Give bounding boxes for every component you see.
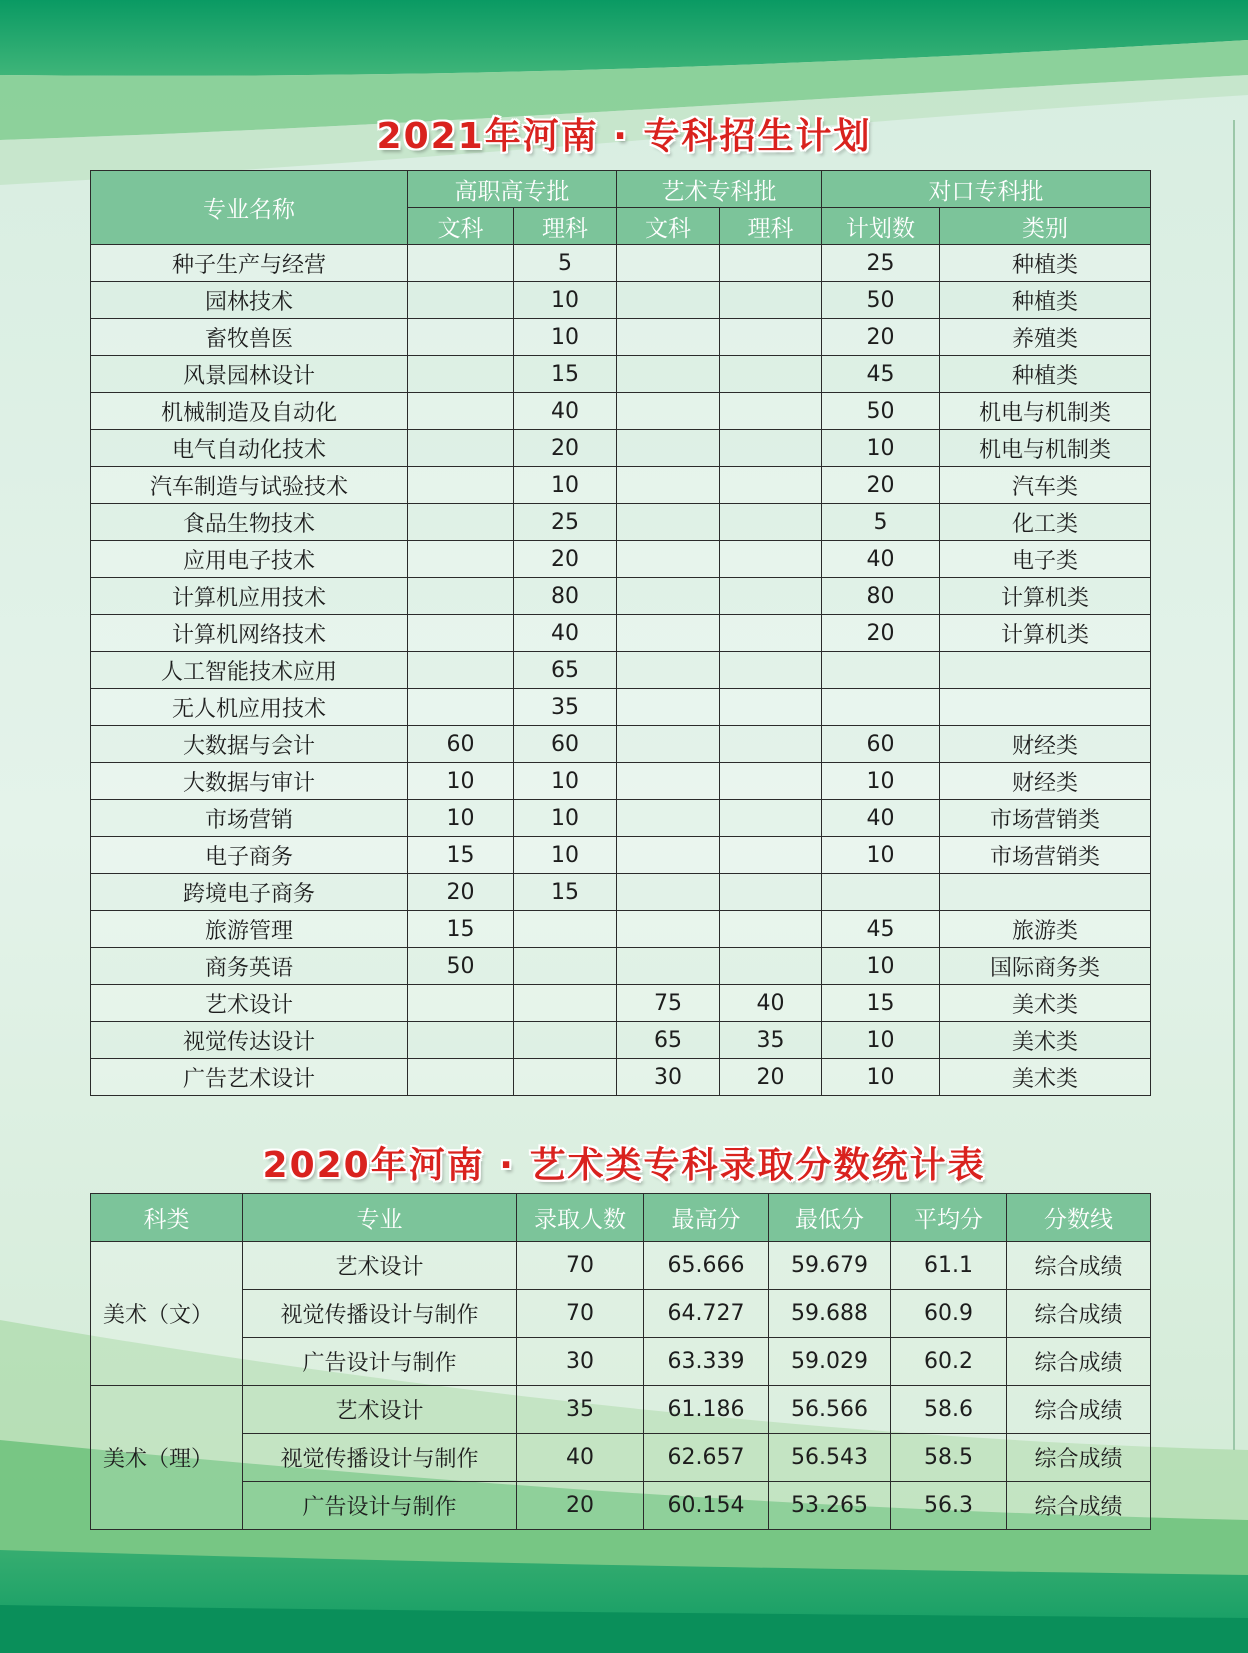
- art-li-cell: [720, 541, 822, 578]
- art-li-cell: [720, 356, 822, 393]
- table-row: [91, 282, 1151, 319]
- vocational-li-cell: 10: [514, 282, 617, 319]
- plan-count-cell: 10: [822, 430, 940, 467]
- vocational-wen-cell: 15: [408, 911, 514, 948]
- vocational-li-cell: 10: [514, 467, 617, 504]
- table-row: [91, 393, 1151, 430]
- table-row: [91, 1482, 1151, 1530]
- major-name-cell: 旅游管理: [91, 911, 408, 948]
- art-li-cell: [720, 652, 822, 689]
- plan-count-cell: 10: [822, 1059, 940, 1096]
- category-cell: [940, 874, 1151, 911]
- table-row: [91, 763, 1151, 800]
- table-row: [91, 504, 1151, 541]
- category-cell: 财经类: [940, 726, 1151, 763]
- score-line-cell: 综合成绩: [1007, 1242, 1151, 1290]
- vocational-li-cell: 35: [514, 689, 617, 726]
- table-row: [91, 430, 1151, 467]
- plan-count-cell: 45: [822, 356, 940, 393]
- plan-count-cell: 10: [822, 948, 940, 985]
- avg-score-cell: 60.2: [891, 1338, 1007, 1386]
- table-row: [91, 615, 1151, 652]
- table-row: [91, 1242, 1151, 1290]
- vocational-wen-cell: [408, 578, 514, 615]
- category-cell: 计算机类: [940, 578, 1151, 615]
- table-row: [91, 985, 1151, 1022]
- plan-count-cell: 5: [822, 504, 940, 541]
- header-vocational-wen: 文科: [408, 208, 514, 245]
- major-name-cell: 计算机网络技术: [91, 615, 408, 652]
- table-row: [91, 874, 1151, 911]
- min-score-cell: 53.265: [769, 1482, 891, 1530]
- art-li-cell: [720, 911, 822, 948]
- table-row: [91, 948, 1151, 985]
- art-li-cell: 35: [720, 1022, 822, 1059]
- category-cell: 美术类: [940, 985, 1151, 1022]
- category-cell: 美术类: [940, 1022, 1151, 1059]
- art-wen-cell: [617, 356, 720, 393]
- vocational-li-cell: 10: [514, 763, 617, 800]
- header-major-name: 专业名称: [91, 171, 408, 245]
- art-wen-cell: [617, 430, 720, 467]
- art-li-cell: [720, 393, 822, 430]
- enrollment-plan-table: [90, 170, 1151, 1096]
- vocational-li-cell: 10: [514, 800, 617, 837]
- category-cell: 种植类: [940, 245, 1151, 282]
- art-wen-cell: 65: [617, 1022, 720, 1059]
- table-row: [91, 1386, 1151, 1434]
- vocational-wen-cell: 15: [408, 837, 514, 874]
- vocational-li-cell: 10: [514, 837, 617, 874]
- max-score-cell: 64.727: [644, 1290, 769, 1338]
- art-wen-cell: 30: [617, 1059, 720, 1096]
- category-cell: 种植类: [940, 356, 1151, 393]
- plan-count-cell: 50: [822, 393, 940, 430]
- vocational-wen-cell: 60: [408, 726, 514, 763]
- admitted-count-cell: 70: [517, 1242, 644, 1290]
- major-cell: 广告设计与制作: [243, 1338, 517, 1386]
- max-score-cell: 60.154: [644, 1482, 769, 1530]
- art-wen-cell: [617, 874, 720, 911]
- vocational-li-cell: 40: [514, 393, 617, 430]
- major-name-cell: 机械制造及自动化: [91, 393, 408, 430]
- major-name-cell: 风景园林设计: [91, 356, 408, 393]
- score-line-cell: 综合成绩: [1007, 1290, 1151, 1338]
- max-score-cell: 65.666: [644, 1242, 769, 1290]
- major-name-cell: 广告艺术设计: [91, 1059, 408, 1096]
- plan-count-cell: [822, 874, 940, 911]
- right-edge-line: [1233, 120, 1235, 1450]
- avg-score-cell: 61.1: [891, 1242, 1007, 1290]
- art-wen-cell: [617, 504, 720, 541]
- vocational-li-cell: 15: [514, 356, 617, 393]
- table-row: [91, 1338, 1151, 1386]
- table-row: [91, 1434, 1151, 1482]
- major-name-cell: 汽车制造与试验技术: [91, 467, 408, 504]
- vocational-wen-cell: [408, 652, 514, 689]
- vocational-wen-cell: [408, 985, 514, 1022]
- major-name-cell: 食品生物技术: [91, 504, 408, 541]
- avg-score-cell: 60.9: [891, 1290, 1007, 1338]
- vocational-wen-cell: [408, 393, 514, 430]
- major-name-cell: 计算机应用技术: [91, 578, 408, 615]
- category-cell: 机电与机制类: [940, 430, 1151, 467]
- vocational-li-cell: 40: [514, 615, 617, 652]
- admitted-count-cell: 40: [517, 1434, 644, 1482]
- plan-count-cell: 50: [822, 282, 940, 319]
- min-score-cell: 59.688: [769, 1290, 891, 1338]
- avg-score-cell: 56.3: [891, 1482, 1007, 1530]
- vocational-li-cell: 25: [514, 504, 617, 541]
- header-art-batch: 艺术专科批: [617, 171, 822, 208]
- art-wen-cell: [617, 615, 720, 652]
- plan-count-cell: 40: [822, 541, 940, 578]
- major-name-cell: 园林技术: [91, 282, 408, 319]
- art-li-cell: [720, 245, 822, 282]
- min-score-cell: 59.679: [769, 1242, 891, 1290]
- plan-count-cell: 80: [822, 578, 940, 615]
- header-category: 类别: [940, 208, 1151, 245]
- header-min-score: 最低分: [769, 1194, 891, 1242]
- art-li-cell: [720, 763, 822, 800]
- score-title: 2020年河南 · 艺术类专科录取分数统计表: [262, 1145, 986, 1186]
- art-wen-cell: [617, 319, 720, 356]
- table-row: [91, 319, 1151, 356]
- category-cell: 市场营销类: [940, 800, 1151, 837]
- vocational-wen-cell: [408, 467, 514, 504]
- art-wen-cell: [617, 837, 720, 874]
- major-cell: 广告设计与制作: [243, 1482, 517, 1530]
- art-li-cell: [720, 948, 822, 985]
- header-plan-count: 计划数: [822, 208, 940, 245]
- art-li-cell: [720, 578, 822, 615]
- table-row: [91, 726, 1151, 763]
- vocational-wen-cell: [408, 1022, 514, 1059]
- plan-count-cell: 20: [822, 467, 940, 504]
- vocational-li-cell: 80: [514, 578, 617, 615]
- art-wen-cell: [617, 652, 720, 689]
- vocational-li-cell: 10: [514, 319, 617, 356]
- art-wen-cell: [617, 911, 720, 948]
- art-wen-cell: 75: [617, 985, 720, 1022]
- major-name-cell: 大数据与审计: [91, 763, 408, 800]
- vocational-wen-cell: [408, 504, 514, 541]
- plan-count-cell: 10: [822, 837, 940, 874]
- max-score-cell: 63.339: [644, 1338, 769, 1386]
- header-major: 专业: [243, 1194, 517, 1242]
- art-li-cell: 20: [720, 1059, 822, 1096]
- major-name-cell: 无人机应用技术: [91, 689, 408, 726]
- plan-count-cell: [822, 652, 940, 689]
- plan-count-cell: [822, 689, 940, 726]
- major-cell: 艺术设计: [243, 1242, 517, 1290]
- art-li-cell: [720, 615, 822, 652]
- avg-score-cell: 58.6: [891, 1386, 1007, 1434]
- vocational-wen-cell: 20: [408, 874, 514, 911]
- score-line-cell: 综合成绩: [1007, 1482, 1151, 1530]
- category-cell: 国际商务类: [940, 948, 1151, 985]
- vocational-wen-cell: [408, 1059, 514, 1096]
- max-score-cell: 62.657: [644, 1434, 769, 1482]
- art-wen-cell: [617, 763, 720, 800]
- art-li-cell: [720, 430, 822, 467]
- art-wen-cell: [617, 689, 720, 726]
- major-name-cell: 种子生产与经营: [91, 245, 408, 282]
- major-cell: 视觉传播设计与制作: [243, 1290, 517, 1338]
- category-cell: 市场营销类: [940, 837, 1151, 874]
- category-cell: 养殖类: [940, 319, 1151, 356]
- category-cell: [940, 652, 1151, 689]
- table-row: [91, 1059, 1151, 1096]
- major-cell: 艺术设计: [243, 1386, 517, 1434]
- vocational-li-cell: [514, 985, 617, 1022]
- admitted-count-cell: 35: [517, 1386, 644, 1434]
- admitted-count-cell: 20: [517, 1482, 644, 1530]
- avg-score-cell: 58.5: [891, 1434, 1007, 1482]
- vocational-li-cell: 5: [514, 245, 617, 282]
- art-li-cell: [720, 800, 822, 837]
- header-admitted-count: 录取人数: [517, 1194, 644, 1242]
- table-row: [91, 541, 1151, 578]
- category-cell: 美术类: [940, 1059, 1151, 1096]
- major-name-cell: 视觉传达设计: [91, 1022, 408, 1059]
- plan-count-cell: 45: [822, 911, 940, 948]
- art-wen-cell: [617, 726, 720, 763]
- major-name-cell: 艺术设计: [91, 985, 408, 1022]
- major-name-cell: 大数据与会计: [91, 726, 408, 763]
- vocational-li-cell: 15: [514, 874, 617, 911]
- table-row: [91, 689, 1151, 726]
- score-line-cell: 综合成绩: [1007, 1338, 1151, 1386]
- table-row: [91, 1022, 1151, 1059]
- art-li-cell: [720, 282, 822, 319]
- plan-count-cell: 10: [822, 763, 940, 800]
- admitted-count-cell: 70: [517, 1290, 644, 1338]
- subject-category-cell: 美术（文）: [91, 1242, 243, 1386]
- art-wen-cell: [617, 948, 720, 985]
- category-cell: [940, 689, 1151, 726]
- category-cell: 财经类: [940, 763, 1151, 800]
- art-li-cell: 40: [720, 985, 822, 1022]
- header-vocational-li: 理科: [514, 208, 617, 245]
- art-wen-cell: [617, 541, 720, 578]
- plan-count-cell: 25: [822, 245, 940, 282]
- category-cell: 电子类: [940, 541, 1151, 578]
- vocational-wen-cell: [408, 541, 514, 578]
- category-cell: 计算机类: [940, 615, 1151, 652]
- vocational-wen-cell: [408, 356, 514, 393]
- category-cell: 旅游类: [940, 911, 1151, 948]
- major-name-cell: 电气自动化技术: [91, 430, 408, 467]
- art-li-cell: [720, 319, 822, 356]
- header-art-li: 理科: [720, 208, 822, 245]
- art-wen-cell: [617, 800, 720, 837]
- vocational-li-cell: [514, 1059, 617, 1096]
- header-art-wen: 文科: [617, 208, 720, 245]
- category-cell: 种植类: [940, 282, 1151, 319]
- header-counterpart-batch: 对口专科批: [822, 171, 1151, 208]
- plan-count-cell: 20: [822, 319, 940, 356]
- vocational-li-cell: [514, 911, 617, 948]
- vocational-wen-cell: [408, 615, 514, 652]
- art-li-cell: [720, 467, 822, 504]
- table-row: [91, 837, 1151, 874]
- table-row: [91, 578, 1151, 615]
- vocational-wen-cell: [408, 430, 514, 467]
- art-wen-cell: [617, 245, 720, 282]
- table-row: [91, 800, 1151, 837]
- vocational-li-cell: [514, 948, 617, 985]
- vocational-li-cell: 20: [514, 541, 617, 578]
- art-wen-cell: [617, 467, 720, 504]
- table-row: [91, 356, 1151, 393]
- art-li-cell: [720, 837, 822, 874]
- max-score-cell: 61.186: [644, 1386, 769, 1434]
- category-cell: 机电与机制类: [940, 393, 1151, 430]
- art-wen-cell: [617, 578, 720, 615]
- vocational-li-cell: 65: [514, 652, 617, 689]
- vocational-wen-cell: [408, 689, 514, 726]
- table-row: [91, 1290, 1151, 1338]
- min-score-cell: 59.029: [769, 1338, 891, 1386]
- art-li-cell: [720, 726, 822, 763]
- score-line-cell: 综合成绩: [1007, 1386, 1151, 1434]
- vocational-wen-cell: 50: [408, 948, 514, 985]
- plan-count-cell: 10: [822, 1022, 940, 1059]
- header-score-line: 分数线: [1007, 1194, 1151, 1242]
- art-li-cell: [720, 874, 822, 911]
- plan-count-cell: 15: [822, 985, 940, 1022]
- min-score-cell: 56.543: [769, 1434, 891, 1482]
- plan-count-cell: 60: [822, 726, 940, 763]
- major-name-cell: 跨境电子商务: [91, 874, 408, 911]
- plan-count-cell: 40: [822, 800, 940, 837]
- header-vocational-batch: 高职高专批: [408, 171, 617, 208]
- art-li-cell: [720, 504, 822, 541]
- vocational-li-cell: [514, 1022, 617, 1059]
- major-name-cell: 商务英语: [91, 948, 408, 985]
- table-row: [91, 911, 1151, 948]
- art-wen-cell: [617, 282, 720, 319]
- vocational-li-cell: 20: [514, 430, 617, 467]
- vocational-li-cell: 60: [514, 726, 617, 763]
- vocational-wen-cell: [408, 245, 514, 282]
- vocational-wen-cell: [408, 319, 514, 356]
- admission-score-table: [90, 1193, 1151, 1530]
- header-avg-score: 平均分: [891, 1194, 1007, 1242]
- table-row: [91, 245, 1151, 282]
- major-name-cell: 市场营销: [91, 800, 408, 837]
- art-li-cell: [720, 689, 822, 726]
- table-row: [91, 467, 1151, 504]
- major-name-cell: 人工智能技术应用: [91, 652, 408, 689]
- major-name-cell: 电子商务: [91, 837, 408, 874]
- vocational-wen-cell: 10: [408, 763, 514, 800]
- vocational-wen-cell: 10: [408, 800, 514, 837]
- admitted-count-cell: 30: [517, 1338, 644, 1386]
- header-max-score: 最高分: [644, 1194, 769, 1242]
- score-line-cell: 综合成绩: [1007, 1434, 1151, 1482]
- vocational-wen-cell: [408, 282, 514, 319]
- subject-category-cell: 美术（理）: [91, 1386, 243, 1530]
- header-subject-category: 科类: [91, 1194, 243, 1242]
- major-name-cell: 畜牧兽医: [91, 319, 408, 356]
- min-score-cell: 56.566: [769, 1386, 891, 1434]
- major-cell: 视觉传播设计与制作: [243, 1434, 517, 1482]
- major-name-cell: 应用电子技术: [91, 541, 408, 578]
- category-cell: 化工类: [940, 504, 1151, 541]
- plan-title: 2021年河南 · 专科招生计划: [376, 116, 872, 157]
- art-wen-cell: [617, 393, 720, 430]
- plan-count-cell: 20: [822, 615, 940, 652]
- table-row: [91, 652, 1151, 689]
- category-cell: 汽车类: [940, 467, 1151, 504]
